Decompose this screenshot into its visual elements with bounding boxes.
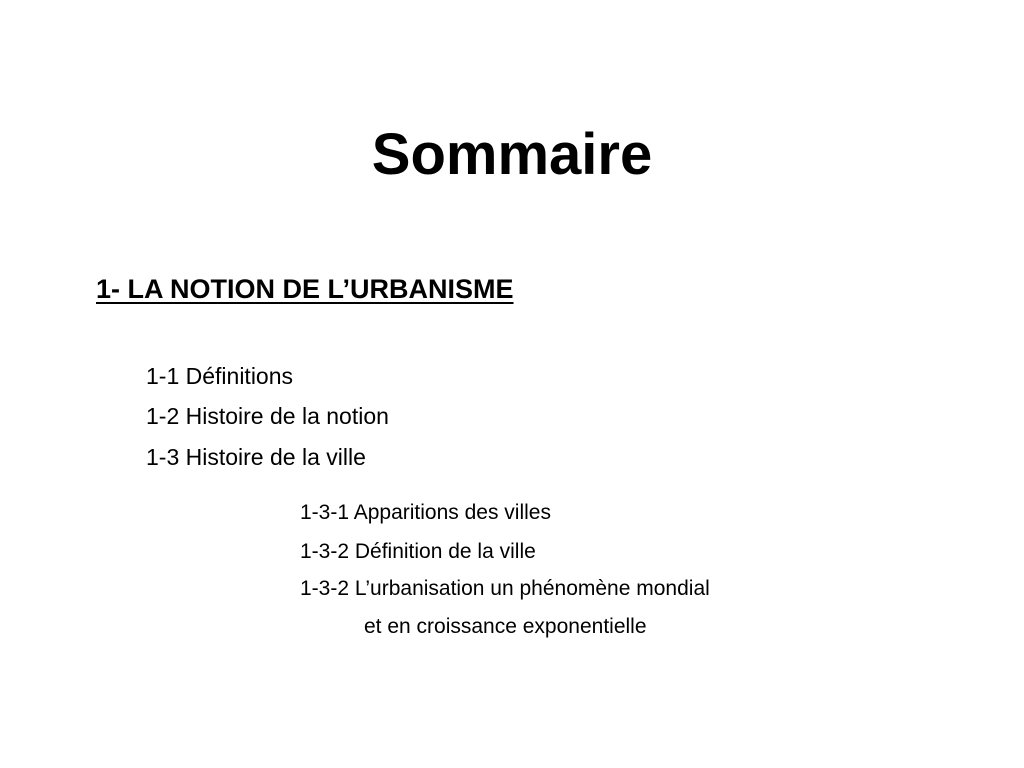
page-title: Sommaire	[371, 122, 653, 187]
section-heading: 1- LA NOTION DE L’URBANISME	[96, 274, 514, 304]
toc-subitem-apparitions: 1-3-1 Apparitions des villes	[300, 501, 551, 524]
toc-item-definitions: 1-1 Définitions	[146, 363, 294, 389]
toc-subitem-urbanisation: 1-3-2 L’urbanisation un phénomène mondial	[300, 577, 710, 600]
toc-subitem-urbanisation-continuation: et en croissance exponentielle	[364, 615, 647, 638]
toc-item-histoire-ville: 1-3 Histoire de la ville	[146, 444, 366, 470]
toc-subitem-definition-ville: 1-3-2 Définition de la ville	[300, 540, 536, 563]
toc-item-histoire-notion: 1-2 Histoire de la notion	[146, 403, 389, 429]
